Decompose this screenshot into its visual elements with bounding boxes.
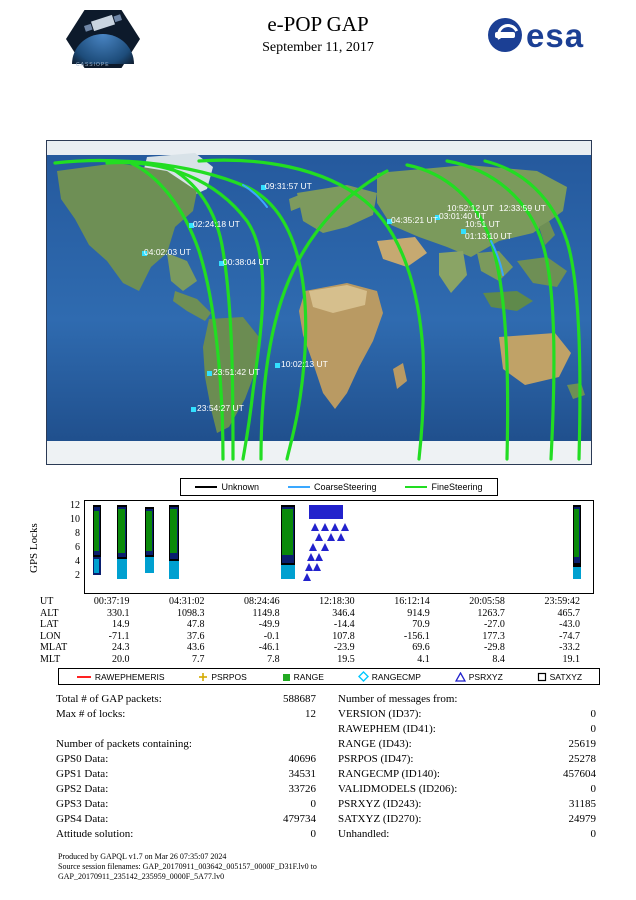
row-label: LAT [40, 619, 59, 630]
cell: 330.1 [106, 607, 130, 619]
plus-marker-icon [198, 672, 208, 682]
cell: 43.6 [187, 642, 205, 653]
line-swatch-icon [405, 486, 427, 488]
esa-emblem-icon [488, 18, 522, 52]
stat-row [338, 692, 596, 707]
cell: 7.7 [192, 653, 205, 665]
cell: 37.6 [187, 630, 205, 642]
cell: 177.3 [482, 630, 505, 642]
legend-label: RANGE [293, 671, 324, 682]
stat-key: Unhandled: [338, 828, 390, 840]
stat-key: RANGE (ID43): [338, 738, 412, 750]
legend-item-rangecmp [358, 671, 421, 682]
track-legend [180, 478, 498, 496]
y-tick: 4 [75, 556, 80, 567]
table-row [40, 631, 596, 643]
stat-row [338, 707, 596, 722]
stat-key: PSRPOS (ID47): [338, 753, 414, 765]
cell: 346.4 [332, 607, 355, 619]
message-type-legend [58, 668, 600, 685]
track-label: 00:38:04 UT [223, 257, 270, 267]
line-swatch-icon [288, 486, 310, 488]
legend-item-finesteering [405, 482, 482, 492]
stat-row [56, 737, 316, 752]
cell: 20:05:58 [469, 596, 505, 607]
stat-row [338, 812, 596, 827]
cell: 24.3 [111, 642, 130, 653]
square-filled-marker-icon [281, 672, 291, 682]
line-marker-icon [76, 672, 92, 682]
y-tick: 8 [75, 528, 80, 539]
row-label: MLAT [40, 642, 68, 653]
emblem-caption: CASSIOPE [76, 62, 110, 68]
cell: 14.9 [111, 619, 130, 630]
row-label: MLT [40, 653, 61, 665]
stat-row [56, 707, 316, 722]
stat-value: 31185 [568, 798, 596, 810]
legend-item-range [281, 672, 324, 682]
footer-line-produced-by: Produced by GAPQL v1.7 on Mar 26 07:35:07 2024 [58, 852, 227, 861]
stat-row [56, 782, 316, 797]
row-label: LON [40, 630, 61, 642]
stat-key: Max # of locks: [56, 708, 126, 720]
legend-item-coarsesteering [288, 482, 377, 492]
stat-key: Number of messages from: [338, 693, 458, 705]
stat-row [56, 692, 316, 707]
track-label: 23:51:42 UT [213, 367, 260, 377]
cell: -23.9 [333, 642, 355, 653]
world-map [46, 140, 592, 465]
legend-item-psrxyz [455, 672, 503, 682]
stat-value: 0 [590, 828, 596, 840]
table-row [40, 642, 596, 654]
gps-locks-y-ticks [58, 498, 82, 594]
cell: -156.1 [403, 630, 430, 642]
cell: 8.4 [492, 653, 505, 665]
stat-row [338, 797, 596, 812]
stat-row [338, 722, 596, 737]
legend-item-rawephemeris [76, 672, 165, 682]
stat-value: 24979 [568, 813, 596, 825]
track-label: 23:54:27 UT [197, 403, 244, 413]
triangle-marker-icon [455, 672, 466, 682]
stat-row [338, 752, 596, 767]
cell: 19.1 [562, 653, 580, 665]
stat-key: GPS2 Data: [56, 783, 109, 795]
stat-key: Number of packets containing: [56, 738, 192, 750]
cell: -27.0 [484, 619, 505, 630]
stat-row [56, 827, 316, 842]
table-row [40, 596, 596, 608]
orbit-parameter-table [40, 596, 596, 665]
stat-value: 457604 [563, 768, 596, 780]
cell: 1263.7 [477, 607, 505, 619]
cell: 4.1 [417, 653, 430, 665]
footer [58, 852, 317, 882]
page-title: e-POP GAP [267, 12, 369, 36]
cell: 465.7 [557, 607, 580, 619]
cell: -14.4 [333, 619, 355, 630]
stat-key: SATXYZ (ID270): [338, 813, 422, 825]
y-tick: 12 [70, 500, 80, 511]
stat-value: 0 [590, 708, 596, 720]
cell: 70.9 [412, 619, 430, 630]
y-tick: 10 [70, 514, 80, 525]
stat-row [338, 782, 596, 797]
diamond-marker-icon [358, 671, 369, 682]
stat-value: 0 [590, 783, 596, 795]
footer-line-source-from: Source session filenames: GAP_20170911_003642_005157_0000F_D31F.lv0 to [58, 862, 317, 871]
cell: 16:12:14 [394, 596, 430, 607]
legend-label: SATXYZ [549, 671, 583, 682]
stat-value: 25619 [568, 738, 596, 750]
stat-row [56, 767, 316, 782]
track-label: 10:52:12 UT [447, 203, 494, 213]
stat-value: 34531 [288, 768, 316, 780]
esa-logo [488, 18, 606, 62]
cell: 04:31:02 [168, 596, 205, 607]
cell: -46.1 [258, 642, 280, 653]
stat-row [338, 767, 596, 782]
stat-key: RAWEPHEM (ID41): [338, 723, 436, 735]
footer-line-source-to: GAP_20170911_235142_235959_0000F_5A77.lv0 [58, 872, 225, 881]
stat-key: GPS3 Data: [56, 798, 109, 810]
legend-label: PSRPOS [211, 671, 247, 682]
gps-locks-axis-label: GPS Locks [28, 523, 40, 573]
line-swatch-icon [195, 486, 217, 488]
legend-label: RAWEPHEMERIS [94, 671, 165, 682]
stat-value: 0 [590, 723, 596, 735]
cell: 00:37:19 [93, 596, 130, 607]
stat-key: GPS1 Data: [56, 768, 109, 780]
table-row [40, 654, 596, 666]
stat-key: Total # of GAP packets: [56, 693, 162, 705]
cell: 12:18:30 [319, 596, 355, 607]
stat-value: 12 [305, 708, 316, 720]
cell: 1149.8 [252, 607, 280, 619]
stat-row [338, 827, 596, 842]
page-header [0, 0, 636, 80]
stat-value: 25278 [568, 753, 596, 765]
cell: -29.8 [484, 642, 505, 653]
stat-key: VALIDMODELS (ID206): [338, 783, 458, 795]
cell: 1098.3 [177, 607, 205, 619]
track-label: 12:33:59 UT [499, 203, 546, 213]
cell: -71.1 [108, 630, 130, 642]
legend-label: PSRXYZ [468, 671, 503, 682]
stat-key: RANGECMP (ID140): [338, 768, 440, 780]
stat-row [56, 797, 316, 812]
cell: 19.5 [337, 653, 355, 665]
map-graphic [47, 141, 592, 465]
cell: -49.9 [258, 619, 280, 630]
stat-value: 0 [310, 798, 316, 810]
y-tick: 6 [75, 542, 80, 553]
row-label: UT [40, 596, 54, 607]
cell: -43.0 [559, 619, 580, 630]
cell: -0.1 [263, 630, 280, 642]
track-label: 02:24:18 UT [193, 219, 240, 229]
cell: 107.8 [332, 630, 355, 642]
legend-item-satxyz [537, 672, 582, 682]
track-label: 10:51 UT [465, 219, 500, 229]
cell: 7.8 [267, 653, 280, 665]
cell: 23:59:42 [544, 596, 580, 607]
cell: -33.2 [559, 642, 580, 653]
track-label: 09:31:57 UT [265, 181, 312, 191]
page-subtitle: September 11, 2017 [262, 40, 374, 55]
stats-right-column [338, 692, 596, 842]
cell: 47.8 [187, 619, 205, 630]
stat-value: 40696 [288, 753, 316, 765]
stat-key: GPS0 Data: [56, 753, 109, 765]
row-label: ALT [40, 607, 59, 619]
stat-key: PSRXYZ (ID243): [338, 798, 422, 810]
stat-key: Attitude solution: [56, 828, 134, 840]
table-row [40, 608, 596, 620]
stat-value: 0 [310, 828, 316, 840]
track-label: 04:02:03 UT [144, 247, 191, 257]
cell: 08:24:46 [244, 596, 280, 607]
stat-row [56, 752, 316, 767]
track-label: 03:01:40 UT [439, 211, 486, 221]
legend-label: FineSteering [431, 482, 483, 492]
y-tick: 2 [75, 570, 80, 581]
esa-wordmark: esa [526, 16, 585, 54]
cell: -74.7 [559, 630, 580, 642]
stat-value: 33726 [288, 783, 316, 795]
track-label: 10:02:13 UT [281, 359, 328, 369]
table-row [40, 619, 596, 631]
stat-row [56, 812, 316, 827]
legend-item-unknown [195, 482, 259, 492]
legend-label: CoarseSteering [313, 482, 377, 492]
gps-locks-scatter [85, 501, 593, 593]
cell: 69.6 [412, 642, 430, 653]
track-label: 01:13:10 UT [465, 231, 512, 241]
cell: 20.0 [111, 653, 130, 665]
stat-key: GPS4 Data: [56, 813, 109, 825]
stat-row [338, 737, 596, 752]
stat-value: 479734 [283, 813, 316, 825]
cell: 914.9 [407, 607, 430, 619]
legend-item-psrpos [198, 672, 246, 682]
stat-key: VERSION (ID37): [338, 708, 422, 720]
track-label: 04:35:21 UT [391, 215, 438, 225]
spacer [56, 722, 316, 737]
stat-value: 588687 [283, 693, 316, 705]
legend-label: Unknown [221, 482, 259, 492]
stats-left-column [56, 692, 316, 842]
square-open-marker-icon [537, 672, 547, 682]
legend-label: RANGECMP [371, 671, 421, 682]
gps-locks-plot [84, 500, 594, 594]
